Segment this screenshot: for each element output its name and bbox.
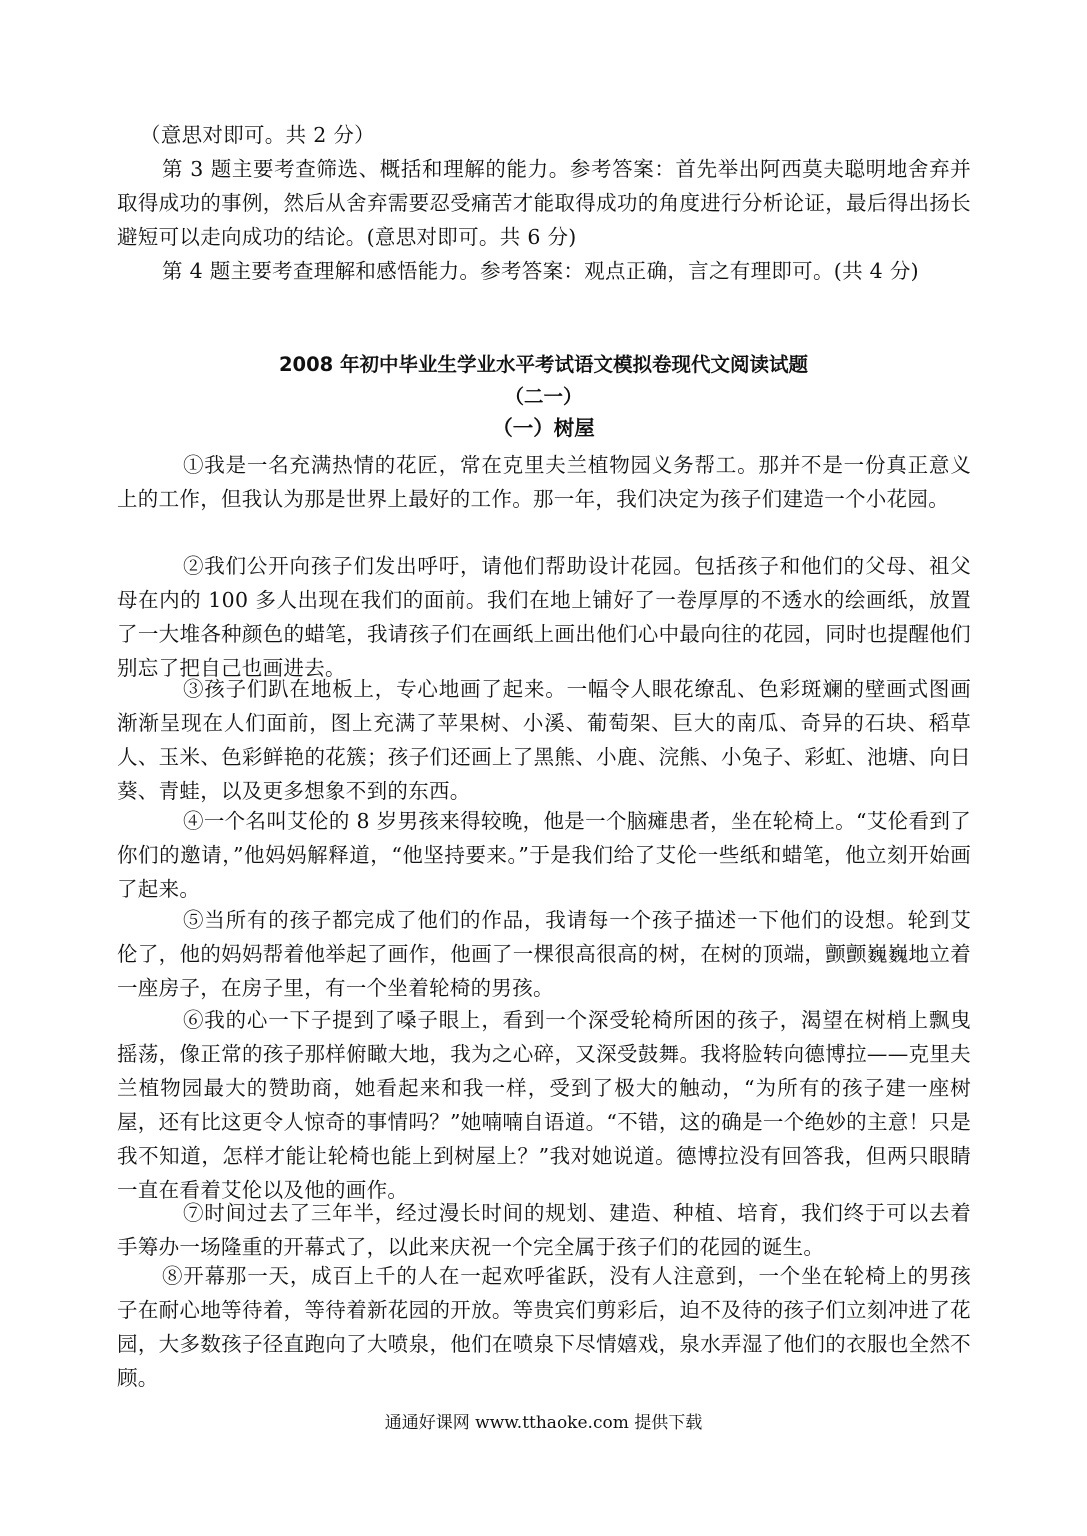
answer-q4: 第 4 题主要考查理解和感悟能力。参考答案：观点正确，言之有理即可。(共 4 分) [162, 259, 919, 283]
answer-note-q2: （意思对即可。共 2 分） [140, 123, 375, 147]
exam-subtitle: （二一） [504, 385, 583, 408]
answer-q3: 第 3 题主要考查筛选、概括和理解的能力。参考答案：首先举出阿西莫夫聪明地舍弃并取得成功的事例，然后从舍弃需要忍受痛苦才能取得成功的角度进行分析论证，最后得出扬长避短可以走向成功的结论。(意思对即可。共 6 分) [117, 157, 971, 249]
exam-title: 2008 年初中毕业生学业水平考试语文模拟卷现代文阅读试题 [278, 353, 809, 376]
paragraph-3: ③孩子们趴在地板上，专心地画了起来。一幅令人眼花缭乱、色彩斑斓的壁画式图画渐渐呈现在人们面前，图上充满了苹果树、小溪、葡萄架、巨大的南瓜、奇异的石块、稻草人、玉米、色彩鲜艳的花簇；孩子们还画上了黑熊、小鹿、浣熊、小兔子、彩虹、池塘、向日葵、青蛙，以及更多想象不到的东西。 [117, 677, 971, 803]
paragraph-1: ①我是一名充满热情的花匠，常在克里夫兰植物园义务帮工。那并不是一份真正意义上的工作，但我认为那是世界上最好的工作。那一年，我们决定为孩子们建造一个小花园。 [117, 453, 971, 511]
paragraph-8: ⑧开幕那一天，成百上千的人在一起欢呼雀跃，没有人注意到，一个坐在轮椅上的男孩子在耐心地等待着，等待着新花园的开放。等贵宾们剪彩后，迫不及待的孩子们立刻冲进了花园，大多数孩子径直跑向了大喷泉，他们在喷泉下尽情嬉戏，泉水弄湿了他们的衣服也全然不顾。 [117, 1264, 971, 1390]
paragraph-4: ④一个名叫艾伦的 8 岁男孩来得较晚，他是一个脑瘫患者，坐在轮椅上。“艾伦看到了你们的邀请，”他妈妈解释道，“他坚持要来。”于是我们给了艾伦一些纸和蜡笔，他立刻开始画了起来。 [117, 809, 971, 901]
section-heading: （一）树屋 [492, 416, 595, 440]
paragraph-7: ⑦时间过去了三年半，经过漫长时间的规划、建造、种植、培育，我们终于可以去着手筹办一场隆重的开幕式了，以此来庆祝一个完全属于孩子们的花园的诞生。 [117, 1201, 971, 1259]
page-footer: 通通好课网 www.tthaoke.com 提供下载 [384, 1413, 703, 1433]
paragraph-6: ⑥我的心一下子提到了嗓子眼上，看到一个深受轮椅所困的孩子，渴望在树梢上飘曳摇荡，像正常的孩子那样俯瞰大地，我为之心碎，又深受鼓舞。我将脸转向德博拉——克里夫兰植物园最大的赞助商，她看起来和我一样，受到了极大的触动，“为所有的孩子建一座树屋，还有比这更令人惊奇的事情吗？”她喃喃自语道。“不错，这的确是一个绝妙的主意！只是我不知道，怎样才能让轮椅也能上到树屋上？”我对她说道。德博拉没有回答我，但两只眼睛一直在看着艾伦以及他的画作。 [117, 1008, 971, 1202]
paragraph-2: ②我们公开向孩子们发出呼吁，请他们帮助设计花园。包括孩子和他们的父母、祖父母在内的 100 多人出现在我们的面前。我们在地上铺好了一卷厚厚的不透水的绘画纸，放置了一大堆各种颜色的蜡笔，我请孩子们在画纸上画出他们心中最向往的花园，同时也提醒他们别忘了把自己也画进去。 [117, 554, 971, 680]
paragraph-5: ⑤当所有的孩子都完成了他们的作品，我请每一个孩子描述一下他们的设想。轮到艾伦了，他的妈妈帮着他举起了画作，他画了一棵很高很高的树，在树的顶端，颤颤巍巍地立着一座房子，在房子里，有一个坐着轮椅的男孩。 [117, 908, 971, 1000]
